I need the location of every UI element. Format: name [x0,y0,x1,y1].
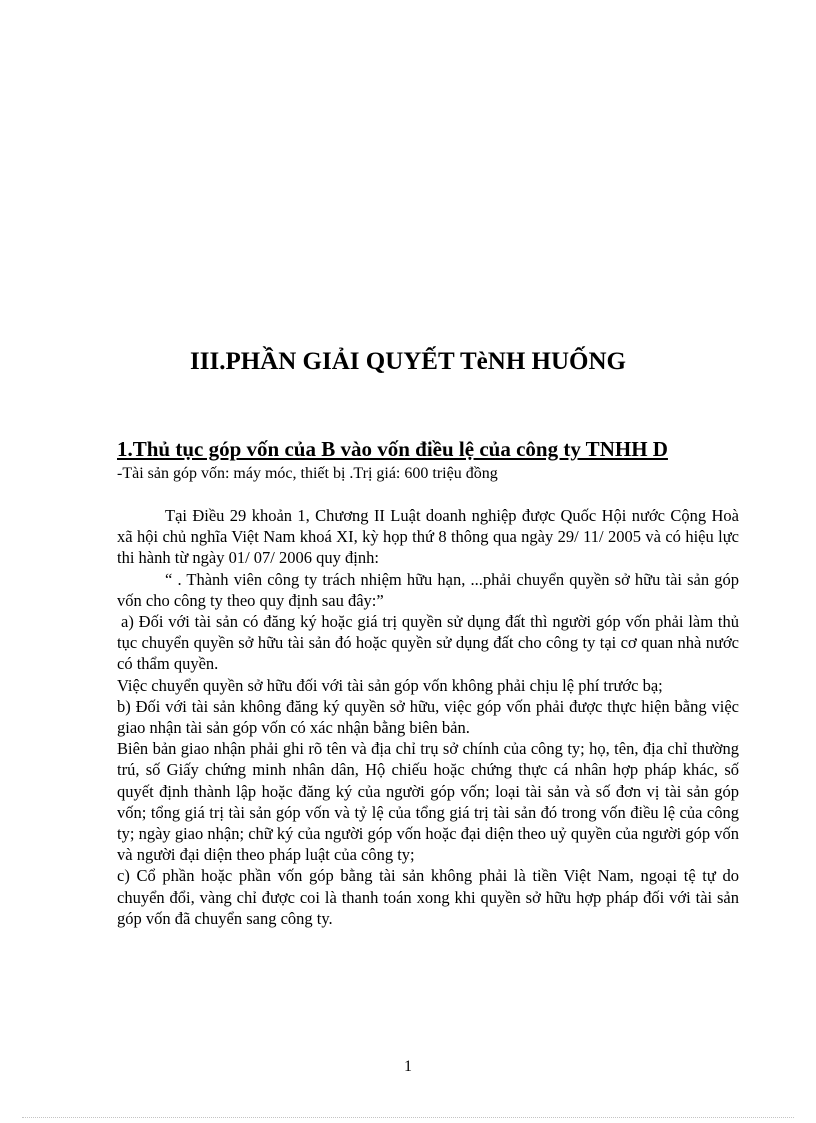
page-bottom-border [22,1117,794,1118]
asset-line: -Tài sản góp vốn: máy móc, thiết bị .Trị giá: 600 triệu đồng [117,465,498,482]
paragraph-item-a: a) Đối với tài sản có đăng ký hoặc giá trị quyền sử dụng đất thì người góp vốn phải làm thủ tục chuyển quyền sở hữu tài sản đó hoặc quyền sử dụng đất cho công ty tại cơ quan nhà nước có thẩm quyền. [117,612,739,674]
paragraph-legal-basis: Tại Điều 29 khoản 1, Chương II Luật doanh nghiệp được Quốc Hội nước Cộng Hoà xã hội chủ nghĩa Việt Nam khoá XI, kỳ họp thứ 8 thông qua ngày 29/ 11/ 2005 và có hiệu lực thi hành từ ngày 01/ 07/ 2006 quy định: [117,506,739,568]
paragraph-item-c: c) Cổ phần hoặc phần vốn góp bằng tài sản không phải là tiền Việt Nam, ngoại tệ tự do chuyển đổi, vàng chỉ được coi là thanh toán xong khi quyền sở hữu hợp pháp đối với tài sản góp vốn đã chuyển sang công ty. [117,866,739,928]
paragraph-item-b: b) Đối với tài sản không đăng ký quyền sở hữu, việc góp vốn phải được thực hiện bằng việc giao nhận tài sản góp vốn có xác nhận bằng biên bản. [117,696,739,738]
paragraph-registration-fee: Việc chuyển quyền sở hữu đối với tài sản góp vốn không phải chịu lệ phí trước bạ; [117,675,663,695]
paragraph-minutes: Biên bản giao nhận phải ghi rõ tên và địa chỉ trụ sở chính của công ty; họ, tên, địa chỉ thường trú, số Giấy chứng minh nhân dân, Hộ chiếu hoặc chứng thực cá nhân hợp pháp khác, số quyết định thành lập hoặc đăng ký của người góp vốn; loại tài sản và số đơn vị tài sản góp vốn; tổng giá trị tài sản góp vốn và tỷ lệ của tổng giá trị tài sản đó trong vốn điều lệ của công ty; ngày giao nhận; chữ ký của người góp vốn hoặc đại diện theo uỷ quyền của người góp vốn và người đại diện theo pháp luật của công ty; [117,739,739,865]
page-number: 1 [404,1058,412,1075]
page-title: III.PHẦN GIẢI QUYẾT TèNH HUỐNG [190,348,626,375]
section-heading: 1.Thủ tục góp vốn của B vào vốn điều lệ của công ty TNHH D [117,437,668,461]
body-text [117,505,739,929]
paragraph-quote: “ . Thành viên công ty trách nhiệm hữu hạn, ...phải chuyển quyền sở hữu tài sản góp vốn cho công ty theo quy định sau đây:” [117,569,739,610]
